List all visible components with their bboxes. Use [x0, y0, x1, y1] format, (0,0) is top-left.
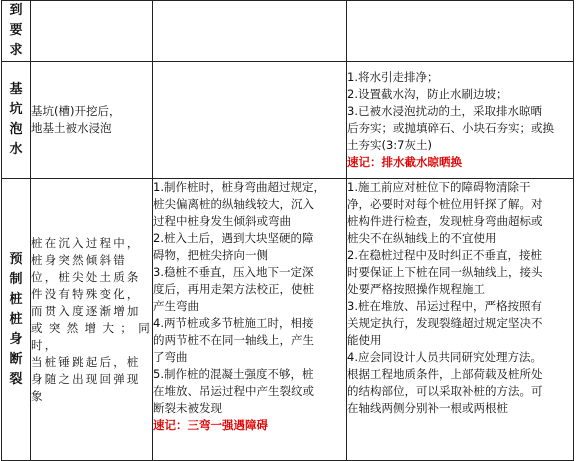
phenomenon-line: 桩在沉入过程中，: [31, 235, 141, 250]
cause-line: 5.制作桩的混凝土强度不够，桩: [153, 367, 314, 381]
phenomenon-line: 当桩锤跳起后，桩: [31, 354, 141, 369]
measure-line: 的结构部位，可以采取补桩的方法。可: [347, 384, 543, 398]
measure-line: 2.设置截水沟，防止水刷边坡；: [347, 87, 508, 101]
cause-line: 的两节桩不在同一轴线上，产生: [153, 333, 314, 347]
header-char: 到: [9, 3, 23, 18]
header-char: 求: [9, 43, 23, 58]
measure-line: 1.施工前应对桩位下的障碍物清除干: [347, 180, 531, 194]
header-cell-empty: [153, 1, 347, 62]
measure-line: 桩尖不在纵轴线上的不宜使用: [347, 231, 497, 245]
phenomenon-line: 桩身突然倾斜错: [31, 252, 127, 267]
measure-line: 能使用: [347, 333, 382, 347]
measure-line: 4.应会同设计人员共同研究处理方法。: [347, 350, 542, 364]
phenomenon-line: 或突然增大；同时，: [31, 320, 152, 352]
measure-line: 净，必要时对每个桩位用钎探了解。对: [347, 197, 543, 211]
measure-line: 时要保证上下桩在同一纵轴线上，接头: [347, 265, 543, 279]
measure-line: 1.将水引走排净；: [347, 70, 439, 84]
cause-line: 4.两节桩或多节桩施工时，相接: [153, 316, 314, 330]
foundation-phenomenon-cell: [31, 62, 153, 179]
cause-line: 3.稳桩不垂直，压入地下一定深: [153, 265, 314, 279]
cause-line: 产生弯曲: [153, 299, 199, 313]
measure-line: 在轴线两侧分别补一根或两根桩: [347, 401, 508, 415]
title-char: 水: [9, 142, 23, 157]
cause-line: 在堆放、吊运过程中产生裂纹或: [153, 384, 314, 398]
cause-line: 断裂未被发现: [153, 401, 222, 415]
header-char: 要: [9, 23, 23, 38]
memo-line: 速记：排水截水晾晒换: [347, 155, 462, 169]
cause-line: 碍物，把桩尖挤向一侧: [153, 248, 268, 262]
measure-line: 桩构件进行检查，发现桩身弯曲超标或: [347, 214, 543, 228]
measure-line: 2.在稳桩过程中及时纠正不垂直，接桩: [347, 248, 542, 262]
pile-measures-cell: [347, 179, 574, 461]
measure-line: 土夯实(3:7灰土): [347, 138, 432, 152]
measure-line: 关规定执行，发现裂缝超过规定坚决不: [347, 316, 543, 330]
pile-causes-cell: [153, 179, 347, 461]
phenomenon-line: 基坑(槽)开挖后，: [31, 104, 121, 118]
foundation-water-row: [2, 62, 574, 179]
header-row: [2, 1, 574, 62]
title-char: 坑: [9, 102, 23, 117]
cause-line: 1.制作桩时，桩身弯曲超过规定，: [153, 180, 325, 194]
title-char: 泡: [9, 122, 23, 137]
measure-line: 3.桩在堆放、吊运过程中，严格按照有: [347, 299, 542, 313]
phenomenon-line: 件没有特殊变化，: [31, 286, 141, 301]
measure-line: 根据工程地质条件，上部荷载及桩所处: [347, 367, 543, 381]
cause-line: 了弯曲: [153, 350, 188, 364]
cause-line: 过程中桩身发生倾斜或弯曲: [153, 214, 291, 228]
pile-title-cell: [2, 179, 31, 461]
cause-line: 2.桩入土后，遇到大块坚硬的障: [153, 231, 314, 245]
title-char: 预: [9, 251, 23, 267]
title-char: 身: [9, 331, 23, 347]
pile-phenomenon-cell: [31, 179, 153, 461]
cause-line: 桩尖偏离桩的纵轴线较大，沉入: [153, 197, 314, 211]
title-char: 基: [9, 82, 23, 97]
title-char: 桩: [9, 291, 23, 307]
measure-line: 3.已被水浸泡扰动的土，采取排水晾晒: [347, 104, 542, 118]
measure-line: 后夯实；或抛填碎石、小块石夯实；或换: [347, 121, 554, 135]
memo-line: 速记：三弯一强遇障碍: [153, 418, 268, 432]
cause-line: 度后，再用走架方法校正，使桩: [153, 282, 314, 296]
phenomenon-line: 位，桩尖处土质条: [31, 269, 141, 284]
phenomenon-line: 象: [31, 388, 45, 403]
title-char: 桩: [9, 311, 23, 327]
title-char: 裂: [9, 371, 23, 387]
title-char: 断: [9, 351, 23, 367]
foundation-measures-cell: [347, 62, 574, 179]
phenomenon-line: 身随之出现回弹现: [31, 371, 141, 386]
foundation-title-cell: [2, 62, 31, 179]
phenomenon-line: 而贯入度逐渐增加: [31, 303, 141, 318]
phenomenon-line: 地基土被水浸泡: [31, 121, 112, 135]
foundation-causes-cell: [153, 62, 347, 179]
header-title-cell: [2, 1, 31, 62]
header-cell-empty: [347, 1, 574, 62]
measure-line: 处要严格按照操作规程施工: [347, 282, 485, 296]
pile-fracture-row: [2, 179, 574, 461]
header-cell-empty: [31, 1, 153, 62]
quality-issues-table: [1, 0, 574, 461]
title-char: 制: [9, 271, 23, 287]
